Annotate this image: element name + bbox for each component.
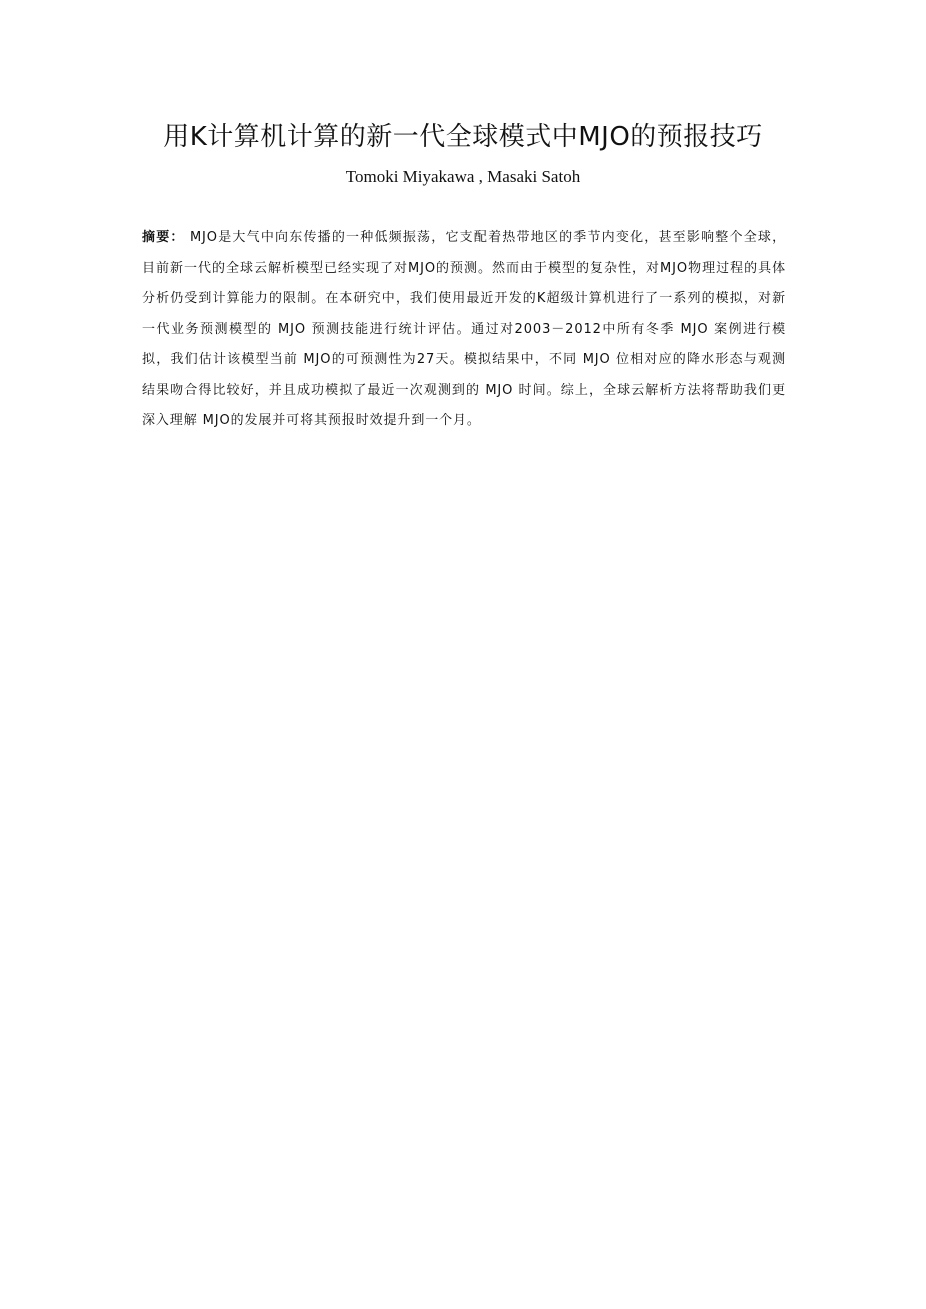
abstract-paragraph (142, 223, 786, 437)
abstract-text: MJO是大气中向东传播的一种低频振荡，它支配着热带地区的季节内变化，甚至影响整个全球，目前新一代的全球云解析模型已经实现了对MJO的预测。然而由于模型的复杂性，对MJO物理过程的具体分析仍受到计算能力的限制。在本研究中，我们使用最近开发的K超级计算机进行了一系列的模拟，对新一代业务预测模型的 MJO 预测技能进行统计评估。通过对2003－2012中所有冬季 MJO 案例进行模拟，我们估计该模型当前 MJO的可预测性为27天。模拟结果中，不同 MJO 位相对应的降水形态与观测结果吻合得比较好，并且成功模拟了最近一次观测到的 MJO 时间。综上，全球云解析方法将帮助我们更深入理解 MJO的发展并可将其预报时效提升到一个月。 (142, 230, 787, 428)
abstract-label: 摘要： (142, 230, 185, 245)
paper-authors: Tomoki Miyakawa , Masaki Satoh (345, 167, 581, 186)
paper-title: 用K计算机计算的新一代全球模式中MJO的预报技巧 (163, 122, 763, 152)
